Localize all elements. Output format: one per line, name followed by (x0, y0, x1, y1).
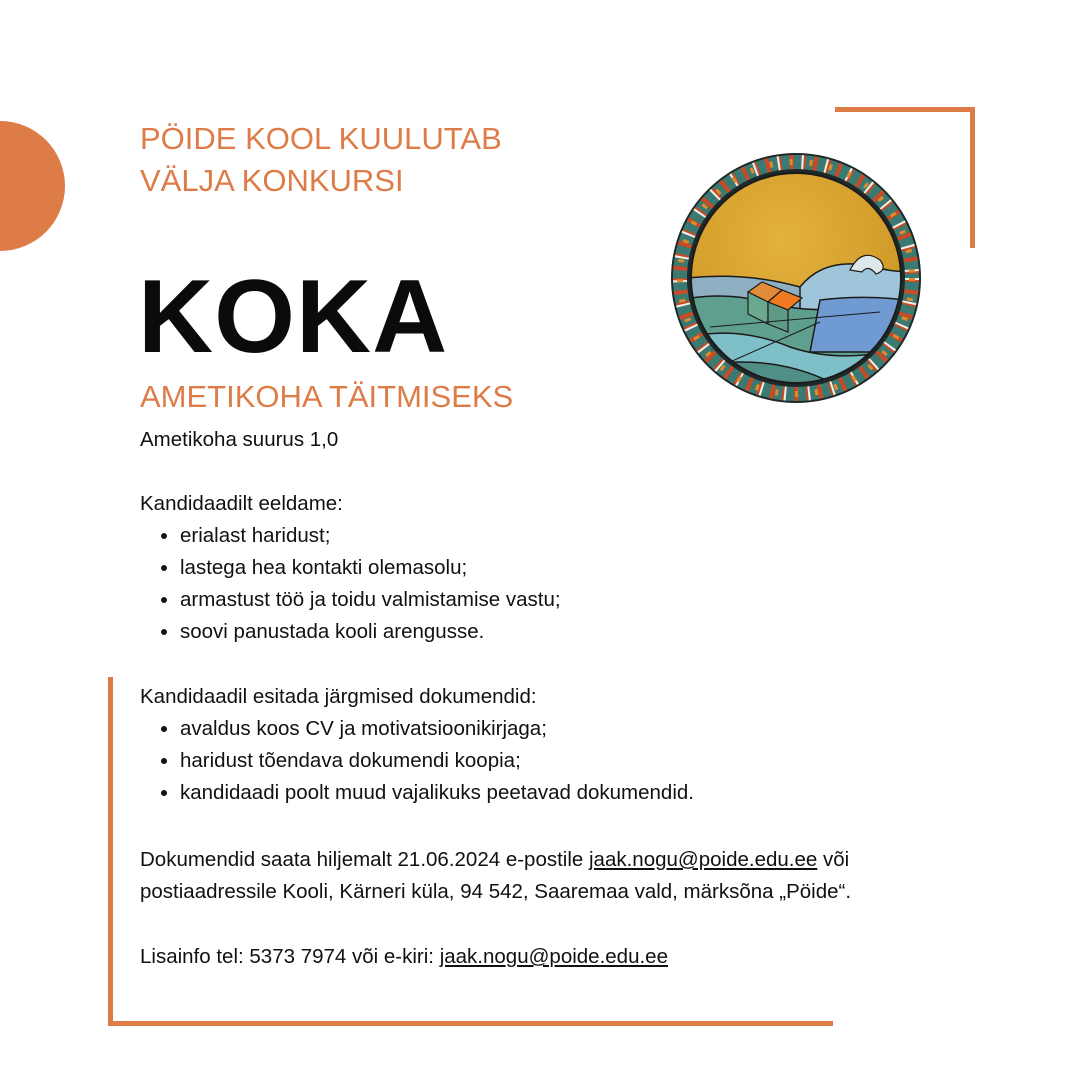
submission-text-before: Dokumendid saata hiljemalt 21.06.2024 e-postile (140, 848, 589, 871)
documents-intro: Kandidaadil esitada järgmised dokumendid: (140, 685, 537, 708)
list-item: • erialast haridust; (180, 520, 561, 552)
decorative-half-circle (0, 121, 65, 251)
documents-section (140, 681, 694, 809)
requirements-intro: Kandidaadilt eeldame: (140, 492, 343, 515)
list-item: • haridust tõendava dokumendi koopia; (180, 745, 694, 777)
position-size (140, 424, 338, 456)
documents-list (140, 713, 694, 809)
list-item: • avaldus koos CV ja motivatsioonikirjaga; (180, 713, 694, 745)
header-line-2: VÄLJA KONKURSI (140, 163, 404, 198)
contact-text (140, 941, 668, 973)
list-item: • armastust töö ja toidu valmistamise vastu; (180, 584, 561, 616)
position-size-text: Ametikoha suurus 1,0 (140, 428, 339, 451)
school-logo (670, 152, 922, 404)
list-item: • kandidaadi poolt muud vajalikuks peetavad dokumendid. (180, 777, 694, 809)
list-item: • lastega hea kontakti olemasolu; (180, 552, 561, 584)
submission-section (140, 844, 980, 908)
requirements-list (140, 520, 561, 648)
contact-section (140, 941, 668, 973)
header-line-1: PÖIDE KOOL KUULUTAB (140, 121, 502, 156)
requirements-section (140, 488, 561, 648)
contact-label: Lisainfo tel: 5373 7974 või e-kiri: (140, 945, 440, 968)
submission-email-link[interactable]: jaak.nogu@poide.edu.ee (589, 848, 818, 871)
job-subtitle: AMETIKOHA TÄITMISEKS (140, 379, 514, 414)
list-item: • soovi panustada kooli arengusse. (180, 616, 561, 648)
submission-text (140, 844, 980, 908)
contact-email-link[interactable]: jaak.nogu@poide.edu.ee (439, 945, 668, 968)
announcement-header (140, 118, 502, 202)
job-title: KOKA (138, 259, 449, 375)
submission-text-after: või postiaadressile Kooli, Kärneri küla, 94 542, Saaremaa vald, märksõna „Pöide“. (140, 848, 852, 903)
